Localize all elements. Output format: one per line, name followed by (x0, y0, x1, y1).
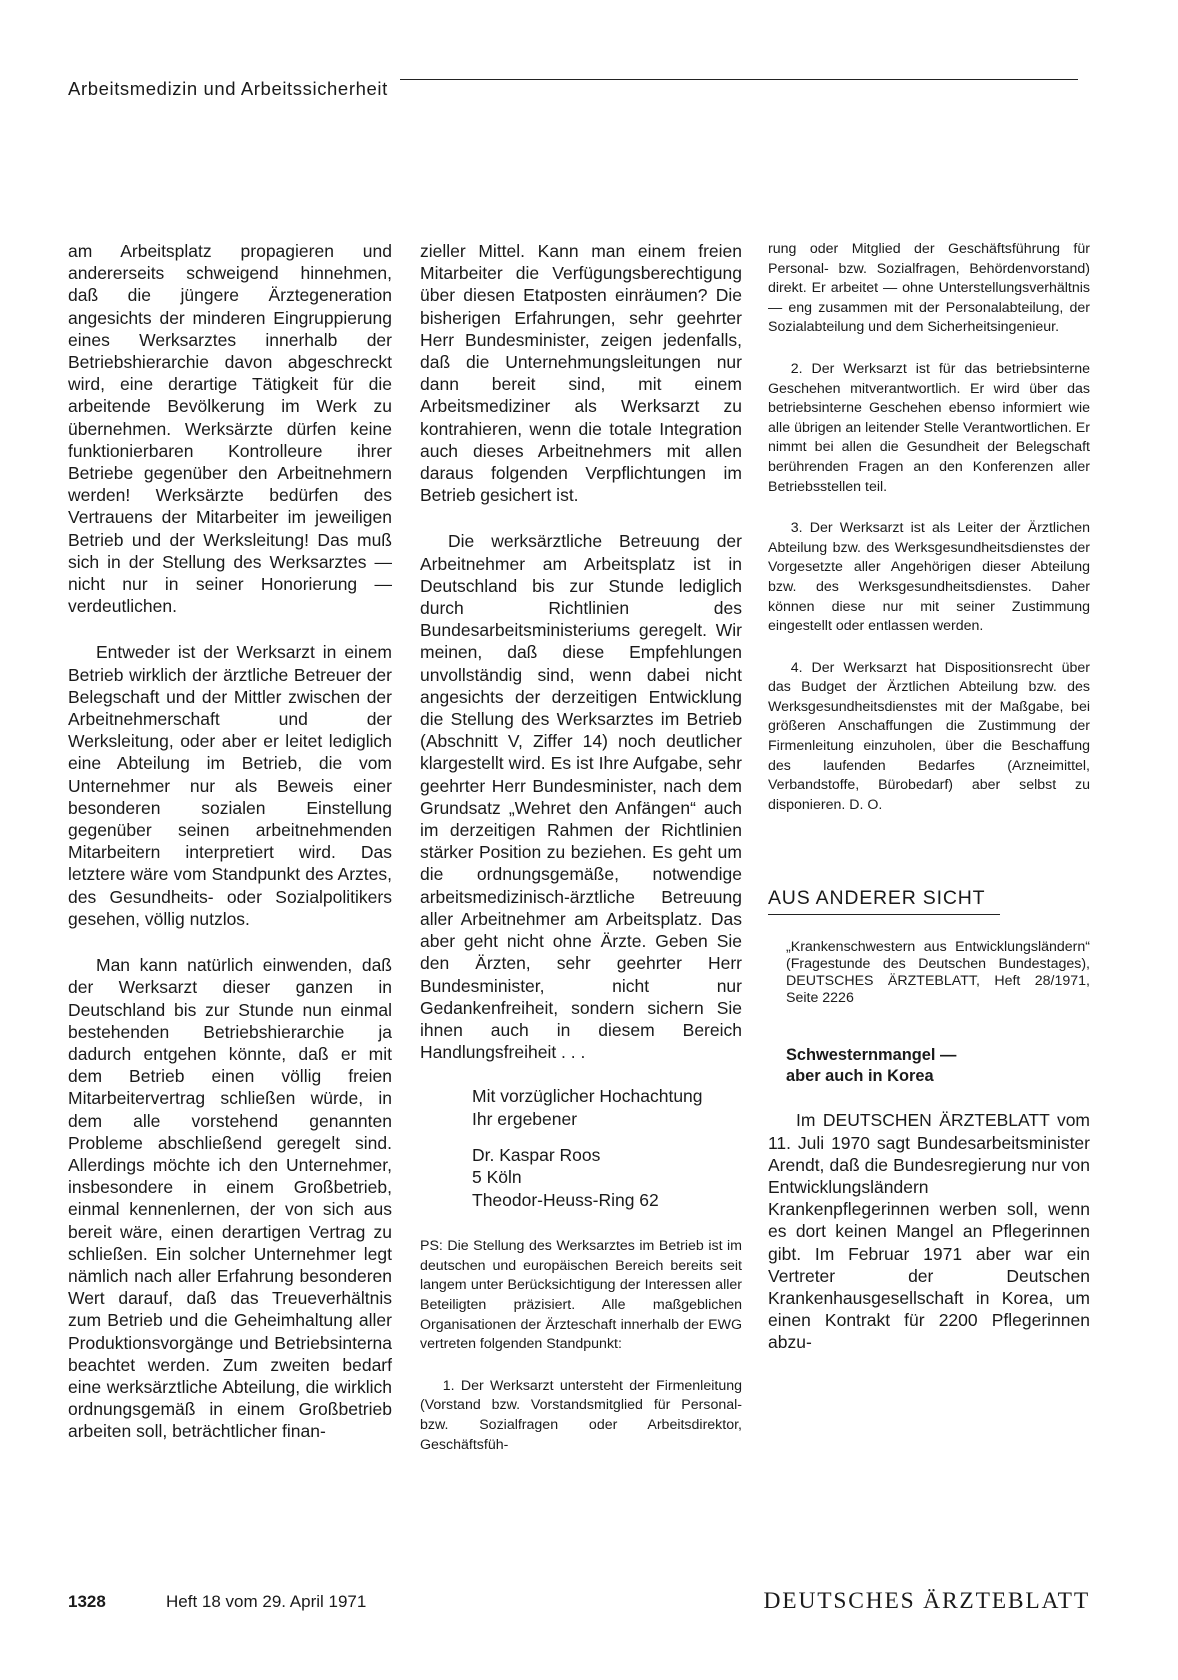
list-item: rung oder Mitglied der Geschäftsführung für Personal- bzw. Sozialfragen, Behördenvorstand) direkt. Er arbeitet — ohne Unterstellungsverhältnis — eng zusammen mit der Personalabteilung, der Sozialabteilung und dem Sicherheitsingenieur. (768, 241, 1090, 336)
list-item: 4. Der Werksarzt hat Dispositionsrecht über das Budget der Ärztlichen Abteilung bzw. des Werksgesundheitsdienstes mit der Maßgabe, bei größeren Anschaffungen die Zustimmung der Firmenleitung einzuholen, über die Beschaffung des laufenden Bedarfes (Arzneimittel, Verbandstoffe, Bürobedarf) aber selbst zu disponieren. D. O. (768, 659, 1090, 813)
section-heading: Arbeitsmedizin und Arbeitssicherheit (68, 78, 388, 99)
paragraph: zieller Mittel. Kann man einem freien Mitarbeiter die Verfügungsberechtigung über diesen Etatposten einräumen? Die bisherigen Erfahrungen, sehr geehrter Herr Bundesminister, zeigen jedenfalls, daß die Unternehmungsleitungen nur dann bereit sind, mit einem Arbeitsmediziner als Werksarzt zu kontrahieren, wenn die totale Integration auch dieses Arbeitnehmers mit allen daraus folgenden Verpflichtungen im Betrieb gesichert ist. (420, 241, 742, 506)
list-item: 3. Der Werksarzt ist als Leiter der Ärztlichen Abteilung bzw. des Werksgesundheitsdienstes der Vorgesetzte aller Angehörigen dieser Abteilung bzw. des Werksgesundheitsdienstes. Daher können diese nur mit seiner Zustimmung eingestellt oder entlassen werden. (768, 520, 1090, 635)
issue-date: Heft 18 vom 29. April 1971 (166, 1592, 367, 1611)
page-footer (68, 1588, 1090, 1618)
paragraph: Entweder ist der Werksarzt in einem Betrieb wirklich der ärztliche Betreuer der Belegschaft und der Mittler zwischen der Arbeitnehmerschaft und der Werksleitung, oder aber er leitet lediglich eine Abteilung im Betrieb, die vom Unternehmer nur als Beweis einer besonderen sozialen Einstellung gegenüber seinen arbeitnehmenden Mitarbeitern interpretiert wird. Das letztere wäre vom Standpunkt des Arztes, des Gesundheits- oder Sozialpolitikers gesehen, völlig nutzlos. (68, 642, 392, 929)
running-header (68, 78, 1078, 100)
source-citation: „Krankenschwestern aus Entwicklungsländern“ (Fragestunde des Deutschen Bundestages), DEUTSCHES ÄRZTEBLATT, Heft 28/1971, Seite 2226 (786, 939, 1090, 1007)
column-2 (420, 240, 742, 1455)
paragraph: am Arbeitsplatz propagieren und andererseits schweigend hinnehmen, daß die jüngere Ärztegeneration angesichts der minderen Eingruppierung eines Werksarztes innerhalb der Betriebshierarchie davon abgeschreckt wird, eine derartige Tätigkeit für die arbeitende Bevölkerung im Werk zu übernehmen. Werksärzte dürfen keine funktionierbaren Kontrolleure ihrer Betriebe gegenüber den Arbeitnehmern werden! Werksärzte bedürfen des Vertrauens der Mitarbeiter im jeweiligen Betrieb und der Werksleitung! Das muß sich in der Stellung des Werksarztes — nicht nur in seiner Honorierung — verdeutlichen. (68, 241, 392, 617)
list-item: 1. Der Werksarzt untersteht der Firmenleitung (Vorstand bzw. Vorstandsmitglied für Personal- bzw. Sozialfragen oder Arbeitsdirektor, Geschäftsfüh- (420, 1377, 742, 1453)
header-rule (400, 79, 1078, 80)
article-headline (786, 1045, 1090, 1087)
page-number: 1328 (68, 1592, 106, 1611)
signature-name: Dr. Kaspar Roos (472, 1144, 601, 1165)
paragraph: Man kann natürlich einwenden, daß der Werksarzt dieser ganzen in Deutschland bis zur Stunde nun einmal bestehenden Betriebshierarchie ja dadurch entgehen könnte, daß er mit dem Betrieb einen völlig freien Mitarbeitervertrag schließen würde, in dem alle vorstehend genannten Probleme abschließend geregelt sind. Allerdings möchte ich den Unternehmer, insbesondere in einem Großbetrieb, einmal kennenlernen, der von sich aus bereit wäre, einen derartigen Vertrag zu schließen. Ein solcher Unternehmer legt nämlich nach aller Erfahrung besonderen Wert darauf, daß das Treueverhältnis zum Betrieb und die Geheimhaltung aller Produktionsvorgänge und Betriebsinterna beachtet werden. Zum zweiten bedarf eine werksärztliche Abteilung, die wirklich ordnungsgemäß in einem Großbetrieb arbeiten soll, beträchtlicher finan- (68, 955, 392, 1442)
headline-line: aber auch in Korea (786, 1067, 934, 1086)
letter-closing (472, 1085, 742, 1211)
signature-city: 5 Köln (472, 1167, 522, 1188)
column-1 (68, 240, 392, 1443)
section-title: AUS ANDERER SICHT (768, 887, 1000, 915)
paragraph: Die werksärztliche Betreuung der Arbeitnehmer am Arbeitsplatz ist in Deutschland bis zur Stunde lediglich durch Richtlinien des Bundesarbeitsministeriums geregelt. Wir meinen, daß diese Empfehlungen unvollständig sind, wenn dabei nicht angesichts der derzeitigen Entwicklung die Stellung des Werksarztes im Betrieb (Abschnitt V, Ziffer 14) noch deutlicher klargestellt wird. Es ist Ihre Aufgabe, sehr geehrter Herr Bundesminister, nach dem Grundsatz „Wehret den Anfängen“ auch im derzeitigen Rahmen der Richtlinien stärker Position zu beziehen. Es geht um die ordnungsgemäße, notwendige arbeitsmedizinisch-ärztliche Betreuung aller Arbeitnehmer am Arbeitsplatz. Das aber geht nicht ohne Ärzte. Geben Sie den Ärzten, sehr geehrter Herr Bundesminister, nicht nur Gedankenfreiheit, sondern sichern Sie ihnen auch in diesem Bereich Handlungsfreiheit . . . (420, 531, 742, 1063)
paragraph: Im DEUTSCHEN ÄRZTEBLATT vom 11. Juli 1970 sagt Bundesarbeitsminister Arendt, daß die Bundesregierung nur von Entwicklungsländern Krankenpflegerinnen werben soll, wenn es dort keinen Mangel an Pflegerinnen gibt. Im Februar 1971 aber war ein Vertreter der Deutschen Krankenhausgesellschaft in Korea, um einen Kontrakt für 2200 Pflegerinnen abzu- (768, 1110, 1090, 1353)
postscript: PS: Die Stellung des Werksarztes im Betrieb ist im deutschen und europäischen Bereich bereits seit langem unter Berücksichtigung der Interessen aller Beteiligten präzisiert. Alle maßgeblichen Organisationen der Ärzteschaft innerhalb der EWG vertreten folgenden Standpunkt: (420, 1238, 742, 1353)
closing-salutation: Ihr ergebener (472, 1108, 578, 1129)
list-item: 2. Der Werksarzt ist für das betriebsinterne Geschehen mitverantwortlich. Er wird über das betriebsinterne Geschehen ebenso informiert wie alle übrigen an leitender Stelle Verantwortlichen. Er nimmt bei allen die Gesundheit der Belegschaft berührenden Fragen an den Konferenzen aller Betriebsstellen teil. (768, 360, 1090, 495)
headline-line: Schwesternmangel — (786, 1046, 957, 1065)
journal-brand: DEUTSCHES ÄRZTEBLATT (763, 1588, 1090, 1614)
signature-street: Theodor-Heuss-Ring 62 (472, 1189, 659, 1210)
closing-salutation: Mit vorzüglicher Hochachtung (472, 1086, 703, 1107)
column-3 (768, 240, 1090, 1354)
